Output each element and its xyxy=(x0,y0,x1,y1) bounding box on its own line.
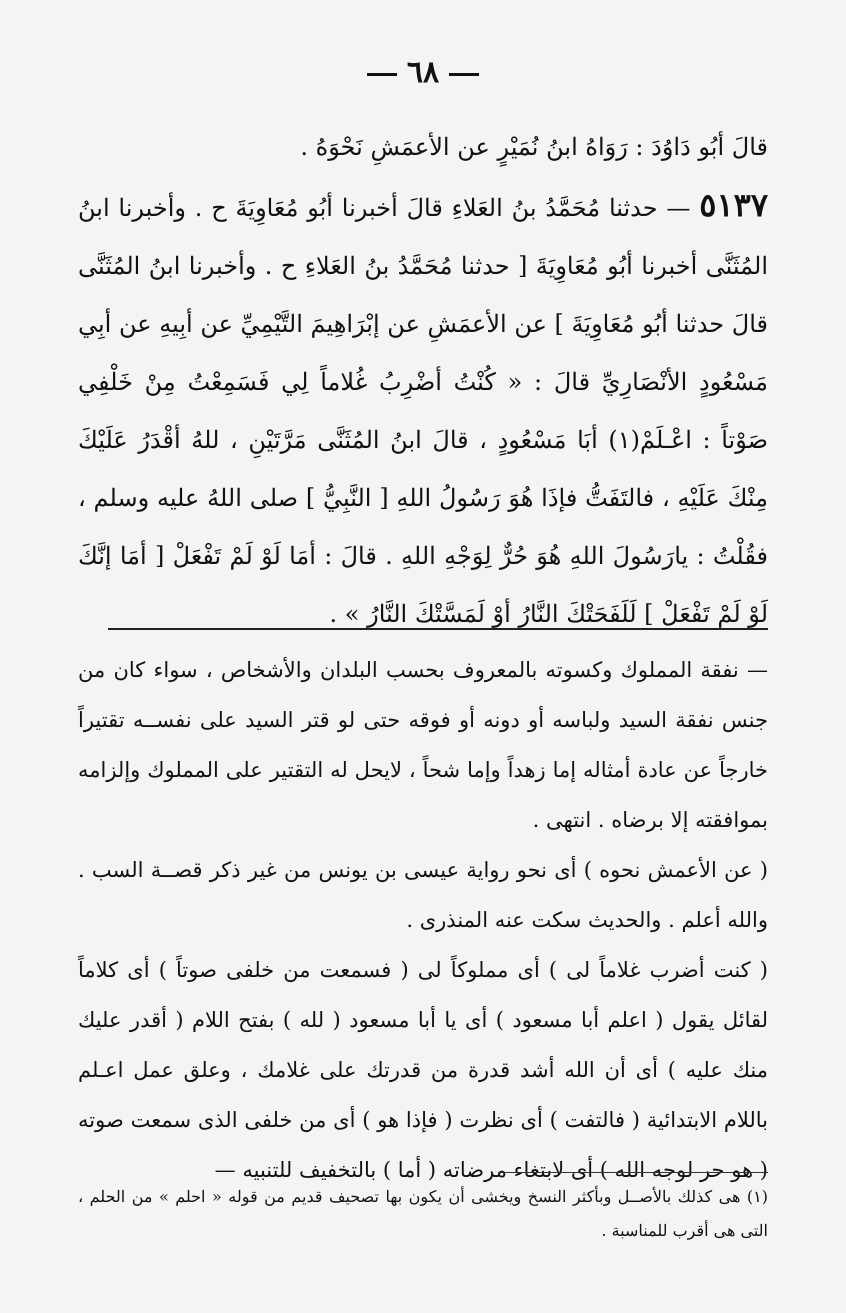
footnote-text: (١) هى كذلك بالأصــل وبأكثر النسخ ويخشى أن يكون بها تصحيف قديم من قوله « احلم » من الحلم ، التى هى أقرب للمناسبة . xyxy=(78,1187,768,1240)
page-number xyxy=(0,55,846,90)
footnote-divider xyxy=(498,1172,768,1173)
hadith-body: — حدثنا مُحَمَّدُ بنُ العَلاءِ قالَ أخبرنا أبُو مُعَاوِيَةَ ح . وأخبرنا ابنُ المُثَنَّى أخبرنا أبُو مُعَاوِيَةَ [ حدثنا مُحَمَّدُ بنُ العَلاءِ ح . وأخبرنا ابنُ المُثَنَّى قالَ حدثنا أبُو مُعَاوِيَةَ ] عن الأعمَشِ عن إبْرَاهِيمَ التَّيْمِيِّ عن أبِيهِ عن أبِي مَسْعُودٍ الأنْصَارِيِّ قالَ : « كُنْتُ أضْرِبُ غُلاماً لِي فَسَمِعْتُ مِنْ خَلْفِي صَوْتاً : اعْـلَمْ(١) أبَا مَسْعُودٍ ، قالَ ابنُ المُثَنَّى مَرَّتَيْنِ ، للهُ أقْدَرُ عَلَيْكَ مِنْكَ عَلَيْهِ ، فالتَفَتُّ فإذَا هُوَ رَسُولُ اللهِ [ النَّبِيُّ ] صلى اللهُ عليه وسلم ، فقُلْتُ : يارَسُولَ اللهِ هُوَ حُرٌّ لِوَجْهِ اللهِ . قالَ : أمَا لَوْ لَمْ تَفْعَلْ [ أمَا إنَّكَ لَوْ لَمْ تَفْعَلْ ] لَلَفَحَتْكَ النَّارُ أوْ لَمَسَّتْكَ النَّارُ » . xyxy=(78,194,768,628)
commentary-paragraph-1: — نفقة المملوك وكسوته بالمعروف بحسب البلدان والأشخاص ، سواء كان من جنس نفقة السيد ولباسه أو دونه أو فوقه حتى لو قتر السيد على نفســه تقتيراً خارجاً عن عادة أمثاله إما زهداً وإما شحاً ، لايحل له التقتير على المملوك وإلزامه بموافقته إلا برضاه . انتهى . xyxy=(78,658,768,832)
page-number-dash-right xyxy=(449,73,479,76)
page-number-dash-left xyxy=(367,73,397,76)
commentary-paragraph-3: ( كنت أضرب غلاماً لى ) أى مملوكاً لى ( فسمعت من خلفى صوتاً ) أى كلاماً لقائل يقول ( اعلم أبا مسعود ) أى يا أبا مسعود ( لله ) بفتح اللام ( أقدر عليك منك عليه ) أى أن الله أشد قدرة من قدرتك على غلامك ، وعلق عمل اعـلم باللام الابتدائية ( فالتفت ) أى نظرت ( فإذا هو ) أى من خلفى الذى سمعت صوته ( هو حر لوجه الله ) أى لابتغاء مرضاته ( أما ) بالتخفيف للتنبيه — xyxy=(78,958,768,1182)
footnote xyxy=(78,1180,768,1248)
hadith-intro-line: قالَ أبُو دَاوُدَ : رَوَاهُ ابنُ نُمَيْرٍ عن الأعمَشِ نَحْوَهُ . xyxy=(300,133,768,161)
hadith-main-paragraph xyxy=(78,176,768,643)
page-number-text: ٦٨ xyxy=(406,55,440,90)
section-divider xyxy=(108,628,768,630)
commentary-paragraph-2: ( عن الأعمش نحوه ) أى نحو رواية عيسى بن يونس من غير ذكر قصــة السب . والله أعلم . والحديث سكت عنه المنذرى . xyxy=(78,858,768,932)
hadith-number: ٥١٣٧ xyxy=(699,186,768,224)
commentary-text xyxy=(78,645,768,1195)
hadith-text xyxy=(78,118,768,643)
